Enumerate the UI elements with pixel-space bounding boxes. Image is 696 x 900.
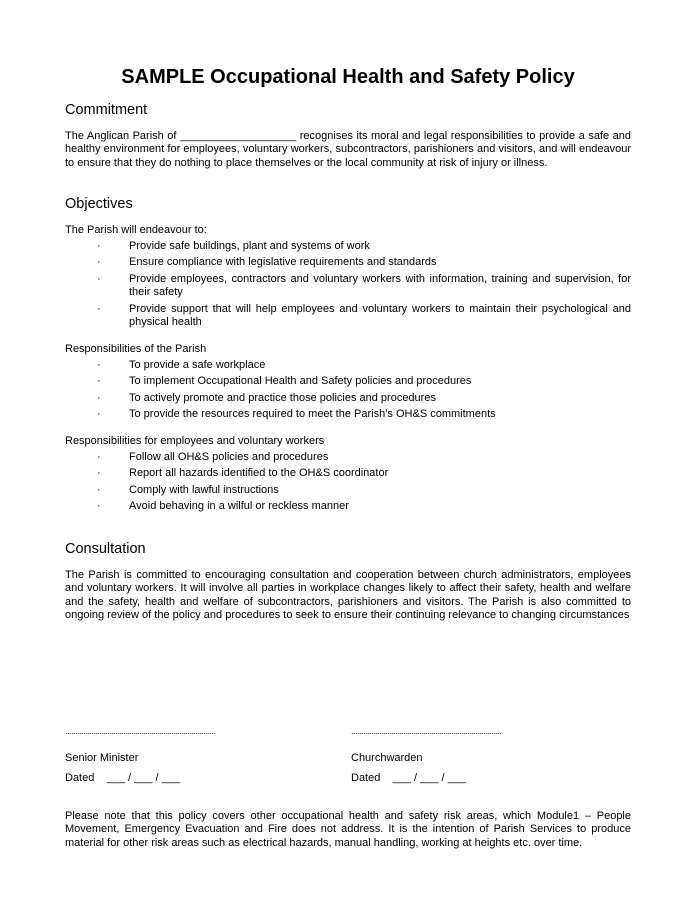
list-item: · To implement Occupational Health and Safety policies and procedures — [97, 375, 472, 388]
bullet-icon: · — [97, 272, 101, 285]
list-item: · To provide the resources required to meet the Parish’s OH&S commitments — [97, 408, 496, 421]
bullet-icon: · — [97, 359, 101, 371]
bullet-icon: · — [97, 375, 101, 388]
list-item: · Ensure compliance with legislative requirements and standards — [97, 256, 437, 269]
commitment-heading: Commitment — [65, 102, 148, 118]
churchwarden-label: Churchwarden — [351, 752, 423, 764]
bullet-icon: · — [97, 483, 101, 496]
list-item: · Avoid behaving in a wilful or reckless manner — [97, 500, 349, 513]
list-item: · Provide safe buildings, plant and systems of work — [97, 240, 370, 252]
bullet-icon: · — [97, 302, 101, 315]
objectives-list — [0, 240, 631, 332]
parish-responsibilities-heading: Responsibilities of the Parish — [65, 343, 207, 355]
bullet-icon: · — [97, 256, 101, 269]
list-item: · Report all hazards identified to the OH&S coordinator — [97, 467, 389, 480]
objectives-intro: The Parish will endeavour to: — [65, 224, 207, 236]
bullet-icon: · — [97, 500, 101, 513]
signature-line-minister: ........................................................................... — [65, 726, 216, 736]
bullet-icon: · — [97, 467, 101, 480]
document-title: SAMPLE Occupational Health and Safety Policy — [121, 66, 575, 88]
worker-responsibilities-heading: Responsibilities for employees and voluntary workers — [65, 435, 325, 447]
bullet-icon: · — [97, 408, 101, 421]
list-item: · Follow all OH&S policies and procedures — [97, 451, 329, 463]
consultation-heading: Consultation — [65, 541, 146, 557]
dated-field-minister: Dated ___ / ___ / ___ — [65, 772, 180, 784]
list-item: · Comply with lawful instructions — [97, 483, 279, 496]
signature-line-churchwarden: ........................................................................... — [351, 726, 502, 736]
consultation-paragraph: The Parish is committed to encouraging consultation and cooperation between church administrators, employees and voluntary workers. It will involve all parties in workplace changes likely to affect their safety, health and welfare and the safety, health and welfare of subcontractors, parishioners and visitors. The Parish is also committed to ongoing review of the policy and procedures to seek to ensure their continuing relevance to changing circumstances — [65, 569, 631, 622]
list-item: · Provide support that will help employees and voluntary workers to maintain their psychological and physical health — [97, 302, 631, 329]
list-item: · Provide employees, contractors and voluntary workers with information, training and supervision, for their safety — [97, 272, 631, 299]
objectives-heading: Objectives — [65, 196, 133, 212]
list-item: · To actively promote and practice those policies and procedures — [97, 391, 436, 404]
dated-field-churchwarden: Dated ___ / ___ / ___ — [351, 772, 466, 784]
list-item: · To provide a safe workplace — [97, 359, 266, 371]
footnote: Please note that this policy covers other occupational health and safety risk areas, which Module1 – People Movement, Emergency Evacuation and Fire does not address. It is the intention of Parish Services to produce material for other risk areas such as electrical hazards, manual handling, working at heights etc. over time. — [65, 810, 631, 849]
senior-minister-label: Senior Minister — [65, 752, 139, 764]
bullet-icon: · — [97, 391, 101, 404]
bullet-icon: · — [97, 451, 101, 463]
worker-responsibilities-list — [0, 451, 631, 517]
commitment-paragraph: The Anglican Parish of ___________________ recognises its moral and legal responsibilities to provide a safe and healthy environment for employees, voluntary workers, subcontractors, parishioners and visitors, and will endeavour to ensure that they do nothing to place themselves or the local community at risk of injury or illness. — [65, 130, 631, 169]
bullet-icon: · — [97, 240, 101, 252]
parish-responsibilities-list — [0, 359, 631, 425]
